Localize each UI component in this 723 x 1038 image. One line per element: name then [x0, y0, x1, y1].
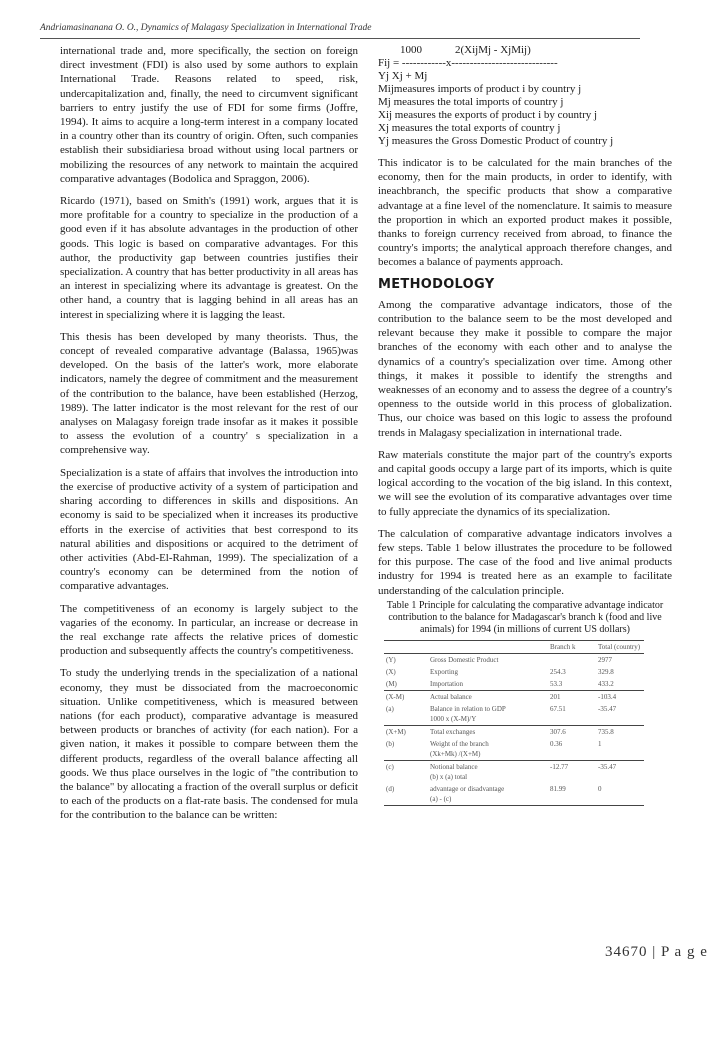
paragraph: The competitiveness of an economy is largely subject to the vagaries of the economy. In particular, an increase or decrease in the real exchange rate affects the relative prices of domestic production and subsequently affects the country's competitiveness. — [60, 602, 358, 658]
table-row — [384, 725, 644, 738]
row-label — [428, 653, 548, 666]
header-cell: Total (country) — [596, 640, 644, 653]
row-label-text: Gross Domestic Product — [430, 655, 499, 664]
left-column — [60, 44, 358, 831]
total-value: 433.2 — [598, 679, 614, 688]
branch-value: 254.3 — [550, 667, 566, 676]
row-label-formula: (b) x (a) total — [430, 772, 468, 781]
formula-definition: Mj measures the total imports of country j — [378, 96, 564, 108]
paragraph: This thesis has been developed by many theorists. Thus, the concept of revealed comparative advantage (Balassa, 1965)was developed. On the basis of the latter's work, more elaborate indicators, namely the degree of commitment and the measurement of the contribution to the balance, have been established (Herzog, 1989). The latter indicator is the most relevant for the rest of our analyses on Malagasy foreign trade insofar as it makes it possible to assess the evolution of a country' s specialization in a comprehensive way. — [60, 330, 358, 457]
paragraph: Raw materials constitute the major part of the country's exports and capital goods occupy a large part of its imports, which is quite logical according to the vocation of the big island. In this context, we will see the evolution of its comparative advantages over time to fully appreciate the dynamics of its specialization. — [378, 448, 672, 518]
page-number: 34670 | P a g e — [605, 944, 708, 960]
table-row — [384, 678, 644, 691]
total-value: 735.8 — [596, 725, 644, 738]
row-label-text: Balance in relation to GDP — [430, 704, 506, 713]
branch-value: 307.6 — [548, 725, 596, 738]
row-code: (M) — [386, 679, 397, 688]
row-label — [428, 666, 548, 678]
row-label-text: Exporting — [430, 667, 458, 676]
row-label-formula: (a) - (c) — [430, 794, 452, 803]
row-label-formula: (Xk+Mk) /(X+M) — [430, 749, 481, 758]
table-row — [384, 760, 644, 783]
paragraph: international trade and, more specifically, the section on foreign direct investment (FDI) is also used by some authors to explain International Trade. Reasons related to speed, risk, undercapitalization and, finally, the need to circumvent significant barriers to entry justify the use of FDI for some firms (Joffre, 1994). It aims to acquire a long-term interest in a company located in a country other than its country of origin. Often, such companies establish their subsidiariesa broad without using local partners or mobilizing the resources of any network to maintain the acquired comparative advantages (Bodolica and Spraggon, 2006). — [60, 45, 358, 185]
row-label — [428, 703, 548, 726]
header-cell — [428, 640, 548, 653]
data-table — [384, 640, 644, 806]
total-value: -35.47 — [598, 704, 617, 713]
table-row — [384, 738, 644, 761]
row-code: (c) — [384, 760, 428, 783]
formula-line: Fij = ------------x----------------------------- — [378, 57, 558, 69]
table-row — [384, 666, 644, 678]
row-label-text: advantage or disadvantage — [430, 784, 505, 793]
paragraph: Among the comparative advantage indicators, those of the contribution to the balance seem to be the most developed and relevant because they make it possible to compare the major branches of the economy with each other and to analyse the dynamics of a country's specialization over time. Among other things, it makes it possible to identify the strengths and weaknesses of an economy and to assess the degree of a country's openness to the outside world in this process of globalization. Thus, our choice was based on this logic to assess the profound trends in Malagasy specialization in international trade. — [378, 298, 672, 439]
table-caption: Table 1 Principle for calculating the comparative advantage indicator contribution to the balance for Madagascar's branch k (food and live animals) for 1994 (in millions of current US dollars) — [386, 599, 664, 635]
row-code: (d) — [384, 783, 428, 806]
row-label-formula: 1000 x (X-M)/Y — [430, 714, 477, 723]
row-code: (X-M) — [384, 690, 428, 703]
row-label — [428, 690, 548, 703]
section-heading: METHODOLOGY — [378, 276, 495, 292]
total-value: 1 — [598, 739, 602, 748]
table-row — [384, 783, 644, 806]
branch-value: -12.77 — [548, 760, 596, 783]
formula-definition: Yj measures the Gross Domestic Product of country j — [378, 135, 614, 147]
row-code: (b) — [386, 739, 395, 748]
header-cell — [384, 640, 428, 653]
table-row — [384, 690, 644, 703]
table-row — [384, 653, 644, 666]
right-column — [378, 44, 672, 806]
paragraph: To study the underlying trends in the specialization of a national economy, they must be dissociated from the macroeconomic situation. Unlike competitiveness, which is measured between nations (for each product), comparative advantage is measured between products or branches of activity (for each nation). For a given nation, it makes it possible to compare between them the different products, regardless of the overall balance affecting all goods. We thus place ourselves in the logic of "the contribution to the balance" by allocating a fraction of the overall surplus or deficit to each of the products on a flat-rate basis. The condensed for mula for the contribution to the balance can be written: — [60, 667, 358, 822]
branch-value: 67.51 — [550, 704, 566, 713]
row-label-text: Notional balance — [430, 762, 478, 771]
row-code: (X) — [386, 667, 396, 676]
row-label — [428, 725, 548, 738]
row-label-text: Actual balance — [430, 692, 472, 701]
branch-value: 0.36 — [550, 739, 563, 748]
branch-value: 53.3 — [550, 679, 563, 688]
running-header: Andriamasinanana O. O., Dynamics of Malagasy Specialization in International Trade — [40, 23, 372, 33]
total-value: 2977 — [598, 655, 612, 664]
formula-line: Yj Xj + Mj — [378, 70, 428, 82]
header-rule — [40, 38, 640, 39]
row-label — [428, 738, 548, 761]
row-code: (a) — [386, 704, 394, 713]
row-label — [428, 760, 548, 783]
branch-value: 81.99 — [548, 783, 596, 806]
table-row — [384, 703, 644, 726]
total-value: 0 — [596, 783, 644, 806]
formula-definition: Xj measures the total exports of country j — [378, 122, 561, 134]
formula-line: 1000 2(XijMj - XjMij) — [378, 44, 531, 56]
branch-value: 201 — [548, 690, 596, 703]
total-value: -35.47 — [596, 760, 644, 783]
paragraph: Ricardo (1971), based on Smith's (1991) work, argues that it is more profitable for a country to specialize in the production of a good even if it has absolute advantages in the production of other goods. This logic is based on comparative advantages. For this author, the productivity gap between countries justifies their specialization. A country that has better productivity in all areas has an interest in specializing where its advantage is greatest. On the other hand, a country that is lagging behind in all areas has an interest in specializing where it is lagging the least. — [60, 195, 358, 321]
row-label-text: Importation — [430, 679, 464, 688]
row-label — [428, 783, 548, 806]
table-header-row — [384, 640, 644, 653]
formula-block — [378, 44, 672, 148]
row-code: (Y) — [386, 655, 396, 664]
header-cell: Branch k — [548, 640, 596, 653]
row-label-text: Total exchanges — [430, 727, 476, 736]
total-value: 329.8 — [598, 667, 614, 676]
row-code: (X+M) — [384, 725, 428, 738]
paragraph: Specialization is a state of affairs that involves the introduction into the exercise of productive activity of a system of participation and sharing according to differences in skills and dispositions. An economy is said to be specialized when it increases its productive efforts in the exercise of activities that best correspond to its natural abilities and dispositions or acquired to the detriment of other activities (Abd-El-Rahman, 1999). The specialization of a country's economy can be determined from the notion of comparative advantages. — [60, 466, 358, 593]
paragraph: The calculation of comparative advantage indicators involves a few steps. Table 1 below illustrates the procedure to be followed for this purpose. The case of the food and live animal products industry for 1994 is treated here as an example to facilitate understanding of the calculation principle. — [378, 527, 672, 597]
formula-definition: Xij measures the exports of product i by country j — [378, 109, 598, 121]
paragraph: This indicator is to be calculated for the main branches of the economy, then for the main products, in order to identify, with ineachbranch, the specific products that show a comparative advantage at a fine level of the nomenclature. It saimis to measure the proportion in which an exported product makes it possible, thanks to foreign currency received from abroad, to finance the country's imports; the analytical approach therefore changes, and becomes a balance of payments approach. — [378, 157, 672, 269]
row-label — [428, 678, 548, 691]
formula-definition: Mijmeasures imports of product i by country j — [378, 83, 582, 95]
branch-value — [548, 653, 596, 666]
total-value: -103.4 — [596, 690, 644, 703]
row-label-text: Weight of the branch — [430, 739, 489, 748]
